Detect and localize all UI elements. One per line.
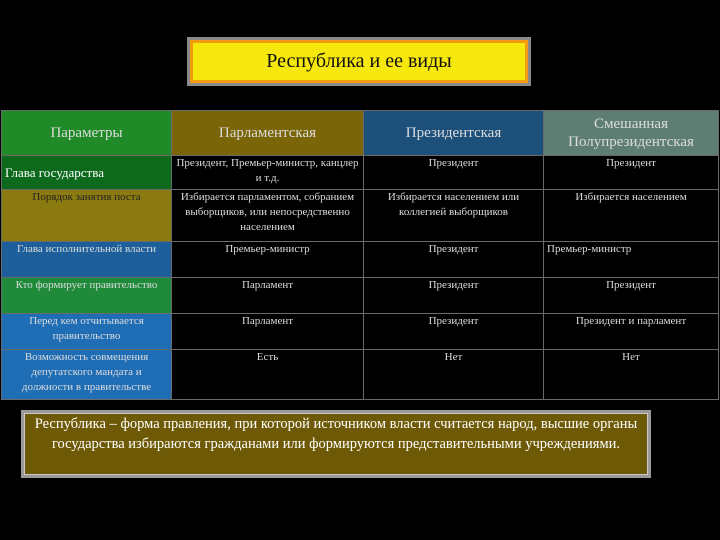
row-param: Глава исполнительной власти	[2, 242, 172, 278]
table-row	[2, 242, 719, 278]
cell-presidential: Президент	[364, 278, 544, 314]
header-presidential: Президентская	[364, 111, 544, 156]
cell-presidential: Нет	[364, 350, 544, 400]
comparison-table	[1, 110, 719, 400]
definition-body: – форма правления, при которой источником власти считается народ, высшие органы государства избираются гражданами или формируются представительными учреждениями.	[51, 416, 638, 452]
cell-presidential: Президент	[364, 242, 544, 278]
definition-frame	[21, 410, 651, 478]
row-param: Порядок занятия поста	[2, 190, 172, 242]
cell-parliamentary: Есть	[172, 350, 364, 400]
table-row	[2, 190, 719, 242]
cell-parliamentary: Избирается парламентом, собранием выборщиков, или непосредственно населением	[172, 190, 364, 242]
cell-presidential: Президент	[364, 314, 544, 350]
header-mixed: Смешанная Полупрезидентская	[544, 111, 719, 156]
row-param: Возможность совмещения депутатского мандата и должности в правительстве	[2, 350, 172, 400]
slide-title: Республика и ее виды	[190, 40, 528, 83]
header-params: Параметры	[2, 111, 172, 156]
header-row	[2, 111, 719, 156]
definition-text	[24, 413, 648, 475]
table-row	[2, 314, 719, 350]
cell-parliamentary: Президент, Премьер-министр, канцлер и т.д.	[172, 156, 364, 190]
row-param: Перед кем отчитывается правительство	[2, 314, 172, 350]
definition-term: Республика	[34, 416, 106, 432]
table-row	[2, 350, 719, 400]
cell-mixed: Избирается населением	[544, 190, 719, 242]
cell-presidential: Избирается населением или коллегией выборщиков	[364, 190, 544, 242]
cell-parliamentary: Парламент	[172, 314, 364, 350]
header-parliamentary: Парламентская	[172, 111, 364, 156]
table-row	[2, 156, 719, 190]
row-param: Кто формирует правительство	[2, 278, 172, 314]
title-frame	[187, 37, 531, 86]
cell-parliamentary: Премьер-министр	[172, 242, 364, 278]
cell-mixed: Президент	[544, 156, 719, 190]
table-row	[2, 278, 719, 314]
cell-mixed: Президент	[544, 278, 719, 314]
cell-parliamentary: Парламент	[172, 278, 364, 314]
cell-mixed: Нет	[544, 350, 719, 400]
cell-presidential: Президент	[364, 156, 544, 190]
row-param: Глава государства	[2, 156, 172, 190]
cell-mixed: Президент и парламент	[544, 314, 719, 350]
cell-mixed: Премьер-министр	[544, 242, 719, 278]
